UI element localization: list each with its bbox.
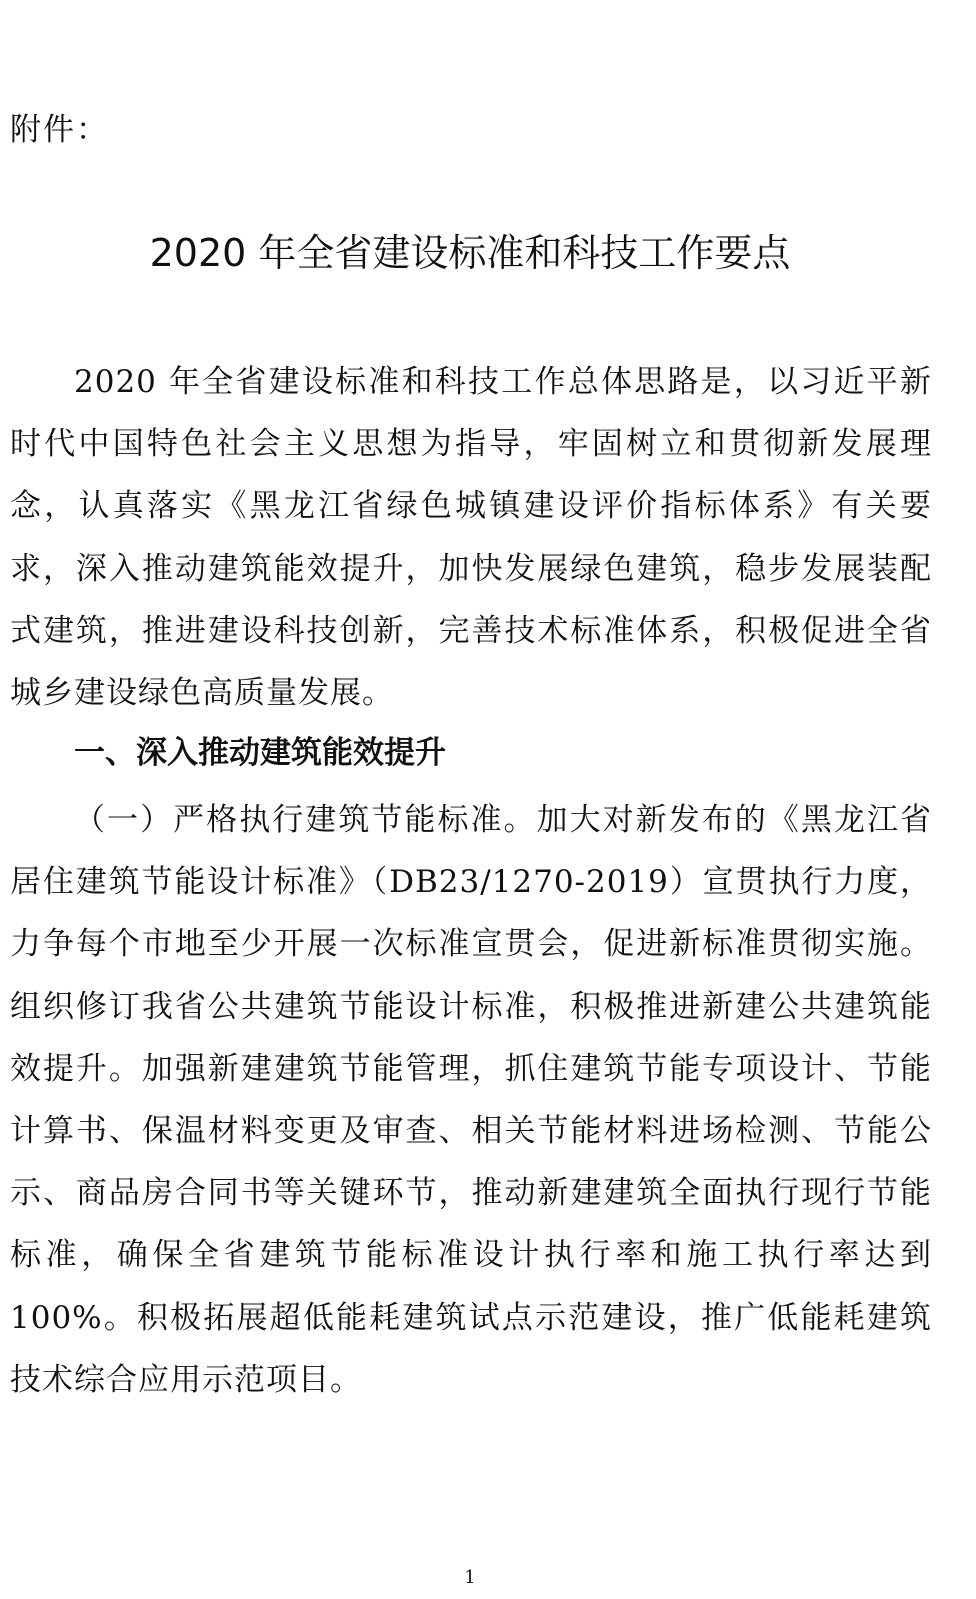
intro-paragraph: 2020 年全省建设标准和科技工作总体思路是，以习近平新时代中国特色社会主义思想为指导，牢固树立和贯彻新发展理念，认真落实《黑龙江省绿色城镇建设评价指标体系》有关要求，深入推动建筑能效提升，加快发展绿色建筑，稳步发展装配式建筑，推进建设科技创新，完善技术标准体系，积极促进全省城乡建设绿色高质量发展。 [10, 364, 932, 712]
section-heading: 一、深入推动建筑能效提升 [74, 735, 446, 771]
attachment-label: 附件： [10, 112, 109, 148]
page-number: 1 [464, 1567, 476, 1588]
body-paragraph: （一）严格执行建筑节能标准。加大对新发布的《黑龙江省居住建筑节能设计标准》（DB23/1270-2019）宣贯执行力度，力争每个市地至少开展一次标准宣贯会，促进新标准贯彻实施。组织修订我省公共建筑节能设计标准，积极推进新建公共建筑能效提升。加强新建建筑节能管理，抓住建筑节能专项设计、节能计算书、保温材料变更及审查、相关节能材料进场检测、节能公示、商品房合同书等关键环节，推动新建建筑全面执行现行节能标准，确保全省建筑节能标准设计执行率和施工执行率达到 100%。积极拓展超低能耗建筑试点示范建设，推广低能耗建筑技术综合应用示范项目。 [10, 802, 932, 1398]
document-title: 2020 年全省建设标准和科技工作要点 [149, 231, 791, 275]
